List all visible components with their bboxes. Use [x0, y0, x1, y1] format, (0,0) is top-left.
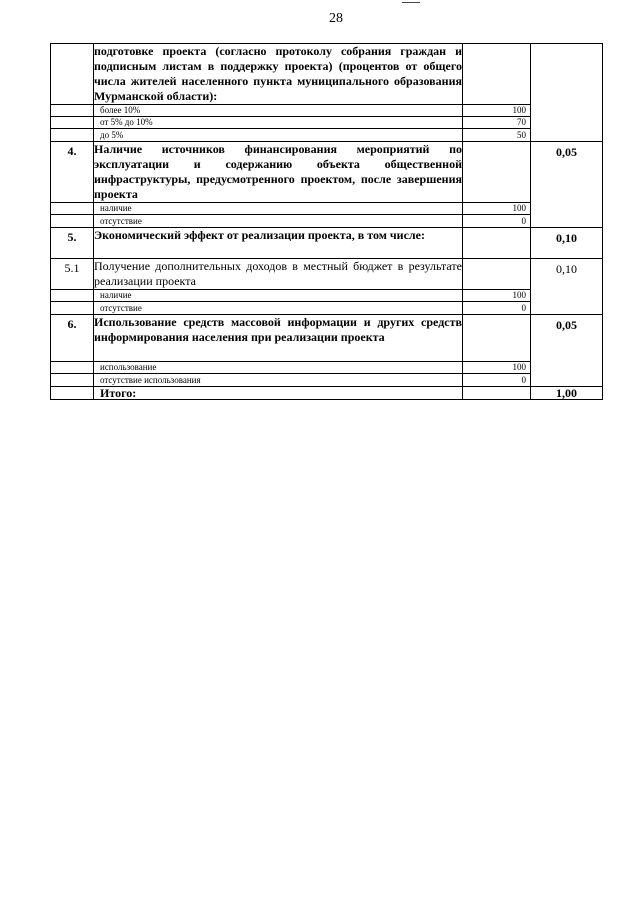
weight-value: 0,05 — [531, 315, 603, 387]
section-number: 5.1 — [51, 259, 94, 290]
total-label: Итого: — [94, 387, 463, 400]
weight-cell — [531, 44, 603, 142]
option-label: более 10% — [94, 105, 463, 117]
option-row — [51, 374, 603, 387]
score-cell — [463, 259, 531, 290]
number-cell — [51, 203, 94, 215]
option-label: отсутствие — [94, 302, 463, 315]
number-cell — [51, 374, 94, 387]
number-cell — [51, 290, 94, 302]
criterion-text: подготовке проекта (согласно протоколу собрания граждан и подписным листам в поддержку проекта) (процентов от общего числа жителей населенного пункта муниципального образования Мурманской области): — [94, 44, 462, 103]
option-label: наличие — [94, 203, 463, 215]
number-cell — [51, 362, 94, 374]
score-cell — [463, 315, 531, 362]
score-cell — [463, 228, 531, 259]
option-label: от 5% до 10% — [94, 117, 463, 129]
table-row — [51, 259, 603, 290]
section-number: 4. — [51, 142, 94, 203]
total-row — [51, 387, 603, 400]
criterion-text: Экономический эффект от реализации проекта, в том числе: — [94, 228, 463, 259]
option-row — [51, 129, 603, 142]
option-row — [51, 117, 603, 129]
option-label: до 5% — [94, 129, 463, 142]
page-number: 28 — [329, 11, 343, 26]
table-row — [51, 228, 603, 259]
scan-mark — [402, 2, 420, 3]
option-score: 50 — [463, 129, 531, 142]
number-cell — [51, 302, 94, 315]
option-row — [51, 290, 603, 302]
option-row — [51, 362, 603, 374]
number-cell — [51, 105, 94, 117]
option-score: 100 — [463, 362, 531, 374]
number-cell — [51, 215, 94, 228]
option-score: 0 — [463, 215, 531, 228]
table-row — [51, 315, 603, 362]
number-cell — [51, 117, 94, 129]
option-score: 100 — [463, 203, 531, 215]
option-score: 100 — [463, 290, 531, 302]
option-label: использование — [94, 362, 463, 374]
weight-value: 0,10 — [531, 259, 603, 315]
criterion-text: Использование средств массовой информации и других средств информирования населения при реализации проекта — [94, 315, 463, 362]
criteria-table — [50, 43, 603, 400]
number-cell — [51, 129, 94, 142]
score-cell — [463, 142, 531, 203]
option-row — [51, 105, 603, 117]
option-score: 100 — [463, 105, 531, 117]
option-label: наличие — [94, 290, 463, 302]
option-score: 0 — [463, 302, 531, 315]
option-row — [51, 302, 603, 315]
score-cell — [463, 387, 531, 400]
section-number: 5. — [51, 228, 94, 259]
weight-value: 0,05 — [531, 142, 603, 228]
option-score: 70 — [463, 117, 531, 129]
table-row — [51, 44, 603, 105]
number-cell — [51, 387, 94, 400]
criterion-text: Наличие источников финансирования мероприятий по эксплуатации и содержанию объекта общественной инфраструктуры, предусмотренного проектом, после завершения проекта — [94, 142, 462, 201]
number-cell — [51, 44, 94, 105]
weight-value: 0,10 — [531, 228, 603, 259]
option-row — [51, 203, 603, 215]
option-score: 0 — [463, 374, 531, 387]
criterion-text: Получение дополнительных доходов в местный бюджет в результате реализации проекта — [94, 259, 462, 288]
table-row — [51, 142, 603, 203]
total-weight: 1,00 — [531, 387, 603, 400]
section-number: 6. — [51, 315, 94, 362]
option-row — [51, 215, 603, 228]
score-cell — [463, 44, 531, 105]
option-label: отсутствие — [94, 215, 463, 228]
option-label: отсутствие использования — [94, 374, 463, 387]
